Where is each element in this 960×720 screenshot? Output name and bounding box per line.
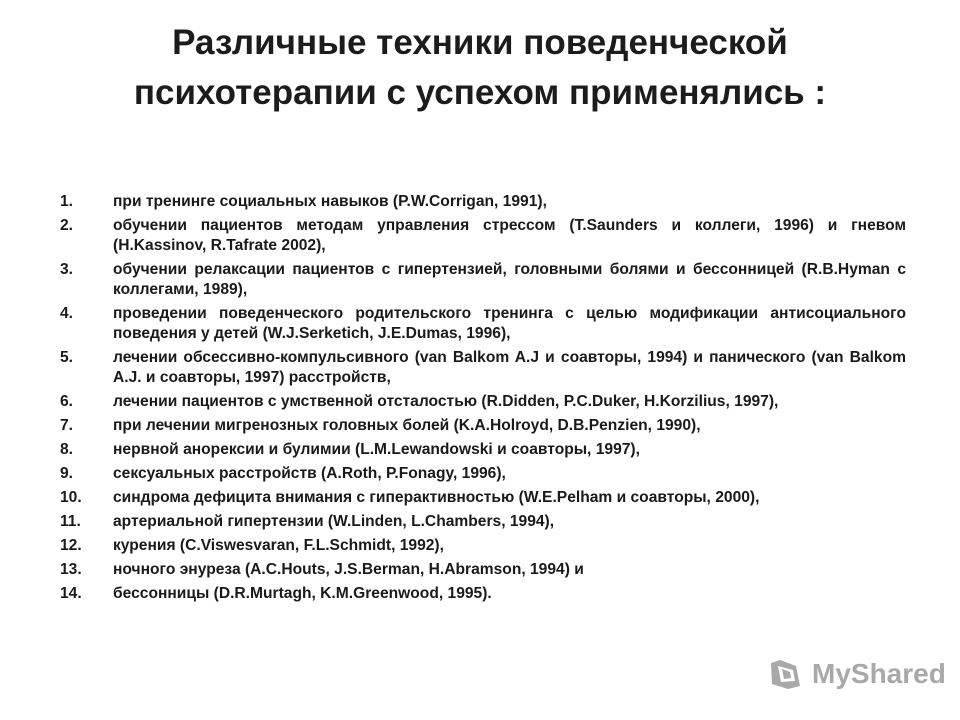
list-item-text: при лечении мигренозных головных болей (K.A.Holroyd, D.B.Penzien, 1990), xyxy=(113,417,701,434)
list-item-number: 4. xyxy=(60,305,74,322)
list-item-text: обучении релаксации пациентов с гипертензией, головными болями и бессонницей (R.B.Hyman с коллегами, 1989), xyxy=(113,261,906,298)
slide-title: Различные техники поведенческой психотерапии с успехом применялись : xyxy=(133,23,827,112)
list-item-number: 1. xyxy=(60,193,74,210)
list-item-text: сексуальных расстройств (A.Roth, P.Fonagy, 1996), xyxy=(113,465,506,482)
list-item-text: нервной анорексии и булимии (L.M.Lewandowski и соавторы, 1997), xyxy=(113,441,640,458)
list-item-number: 3. xyxy=(60,261,74,278)
list-item xyxy=(60,584,906,604)
list-item-text: курения (C.Viswesvaran, F.L.Schmidt, 1992), xyxy=(113,537,444,554)
list-item xyxy=(60,348,906,388)
list-item-text: лечении обсессивно-компульсивного (van Balkom A.J и соавторы, 1994) и панического (van Balkom A.J. и соавторы, 1997) расстройств, xyxy=(113,349,906,386)
list-item-number: 5. xyxy=(60,349,74,366)
list-item xyxy=(60,304,906,344)
list-item-number: 10. xyxy=(60,489,82,506)
list-item-number: 11. xyxy=(60,513,81,530)
list-item-number: 12. xyxy=(60,537,82,554)
list-item xyxy=(60,392,906,412)
list-item xyxy=(60,416,906,436)
list-item-number: 6. xyxy=(60,393,74,410)
myshared-logo-icon xyxy=(766,654,806,694)
list-item xyxy=(60,192,906,212)
list-item xyxy=(60,512,906,532)
technique-list xyxy=(60,192,906,608)
list-item-text: обучении пациентов методам управления стрессом (T.Saunders и коллеги, 1996) и гневом (H.Kassinov, R.Tafrate 2002), xyxy=(113,217,906,254)
watermark-text: MyShared xyxy=(812,658,946,689)
list-item-text: проведении поведенческого родительского тренинга с целью модификации антисоциального поведения у детей (W.J.Serketich, J.E.Dumas, 1996), xyxy=(113,305,906,342)
list-item xyxy=(60,216,906,256)
list-item-number: 13. xyxy=(60,561,82,578)
myshared-watermark xyxy=(766,654,946,694)
list-item-text: бессонницы (D.R.Murtagh, K.M.Greenwood, 1995). xyxy=(113,585,492,602)
list-item-number: 9. xyxy=(60,465,74,482)
list-item-number: 2. xyxy=(60,217,74,234)
list-item-text: артериальной гипертензии (W.Linden, L.Chambers, 1994), xyxy=(113,513,555,530)
list-item xyxy=(60,560,906,580)
list-item-text: синдрома дефицита внимания с гиперактивностью (W.E.Pelham и соавторы, 2000), xyxy=(113,489,760,506)
list-item-text: при тренинге социальных навыков (P.W.Corrigan, 1991), xyxy=(113,193,547,210)
list-item xyxy=(60,260,906,300)
list-item xyxy=(60,464,906,484)
list-item-text: ночного энуреза (A.C.Houts, J.S.Berman, H.Abramson, 1994) и xyxy=(113,561,584,578)
list-item-number: 14. xyxy=(60,585,82,602)
list-item-text: лечении пациентов с умственной отсталостью (R.Didden, P.C.Duker, H.Korzilius, 1997), xyxy=(113,393,779,410)
list-item xyxy=(60,440,906,460)
list-item xyxy=(60,536,906,556)
list-item xyxy=(60,488,906,508)
list-item-number: 7. xyxy=(60,417,74,434)
list-item-number: 8. xyxy=(60,441,74,458)
